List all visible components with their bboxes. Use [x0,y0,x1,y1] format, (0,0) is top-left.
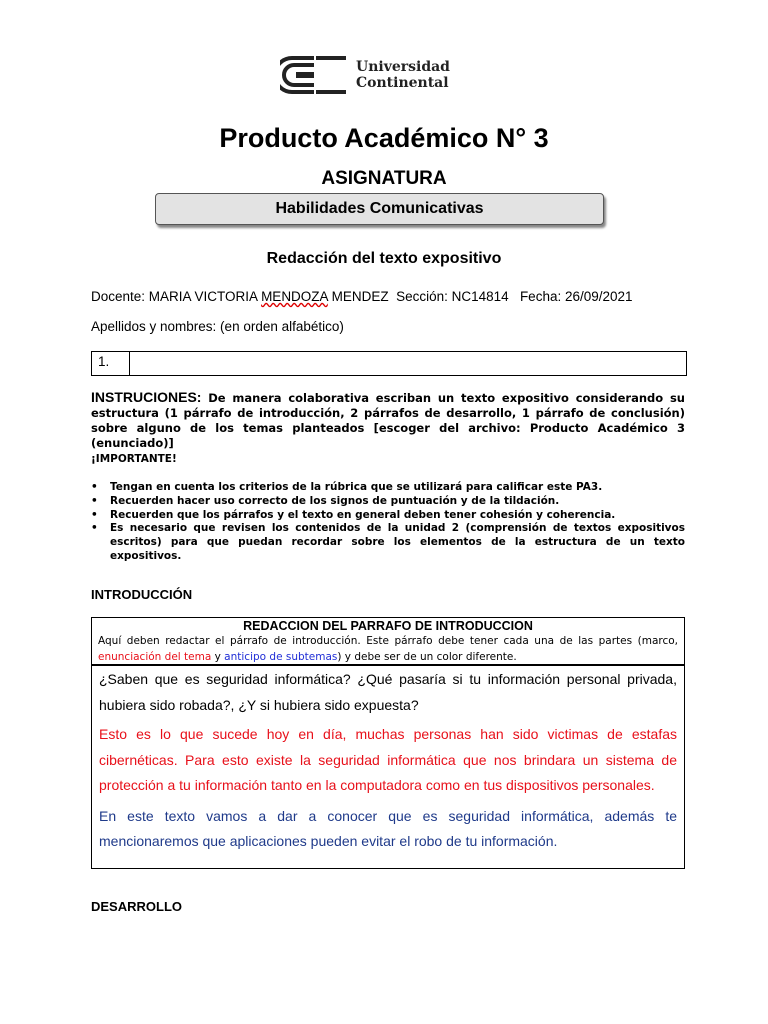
instructions-paragraph: INSTRUCIONES: De manera colaborativa escriban un texto expositivo considerando su estructura (1 párrafo de introducción, 2 párrafos de desarrollo, 1 párrafo de conclusión) sobre alguno de los temas planteados [escoger del archivo: Producto Académico 3 (enunciado)] [91,389,685,450]
instructions-label: INSTRUCIONES: [91,389,202,405]
topic-statement-label: enunciación del tema [98,651,212,663]
subject-name-box: Habilidades Comunicativas [155,193,604,225]
introduction-guide-text: Aquí deben redactar el párrafo de introducción. Este párrafo debe tener cada una de las partes (marco, enunciación del tema y anticipo de subtemas) y debe ser de un color diferente. [98,635,678,663]
framing-paragraph: ¿Saben que es seguridad informática? ¿Qué pasaría si tu información personal privada, hubiera sido robada?, ¿Y si hubiera sido expuesta? [99,671,677,713]
important-label: ¡IMPORTANTE! [91,453,177,465]
names-row-number: 1. [92,352,130,375]
document-subtitle: Redacción del texto expositivo [266,250,502,267]
names-table [91,351,687,376]
university-emblem-icon [280,55,348,95]
page-title: Producto Académico N° 3 [219,123,549,153]
university-logo [280,55,460,95]
subject-label: ASIGNATURA [321,168,447,189]
university-name: Universidad Continental [356,59,450,91]
teacher-label: Docente: MARIA VICTORIA [91,289,262,304]
date-value: Fecha: 26/09/2021 [519,289,633,304]
topic-statement-paragraph: Esto es lo que sucede hoy en día, muchas personas han sido victimas de estafas cibernéticas. Para esto existe la seguridad informática que nos brindara un sistema de protección a tu información tanto en la computadora como en tus dispositivos personales. [99,726,677,793]
introduction-box-title: REDACCION DEL PARRAFO DE INTRODUCCION [243,619,533,633]
subtopic-preview-label: anticipo de subtemas [224,651,338,663]
names-label: Apellidos y nombres: (en orden alfabético) [91,319,344,334]
introduction-heading: INTRODUCCIÓN [91,587,193,602]
introduction-answer-box[interactable] [91,665,685,869]
spell-error-word: MENDOZA [261,289,328,304]
development-heading: DESARROLLO [91,899,182,914]
subtopic-preview-paragraph: En este texto vamos a dar a conocer que es seguridad informática, además te mencionaremos que aplicaciones pueden evitar el robo de tu información. [99,807,677,849]
list-item: • Recuerden hacer uso correcto de los signos de puntuación y de la tildación. [91,495,685,509]
list-item: • Tengan en cuenta los criterios de la rúbrica que se utilizará para calificar este PA3. [91,481,685,495]
section-code: Sección: NC14814 [396,289,509,304]
list-item: • Recuerden que los párrafos y el texto en general deben tener cohesión y coherencia. [91,509,685,523]
student-name-redacted [138,353,378,365]
important-list [91,481,685,564]
introduction-guide-box [91,617,685,665]
teacher-info-line: Docente: MARIA VICTORIA MENDOZA MENDEZ Sección: NC14814 Fecha: 26/09/2021 [91,289,633,304]
list-item: • Es necesario que revisen los contenidos de la unidad 2 (comprensión de textos expositivos escritos) para que puedan recordar sobre los elementos de la estructura de un texto expositivos. [91,522,685,563]
